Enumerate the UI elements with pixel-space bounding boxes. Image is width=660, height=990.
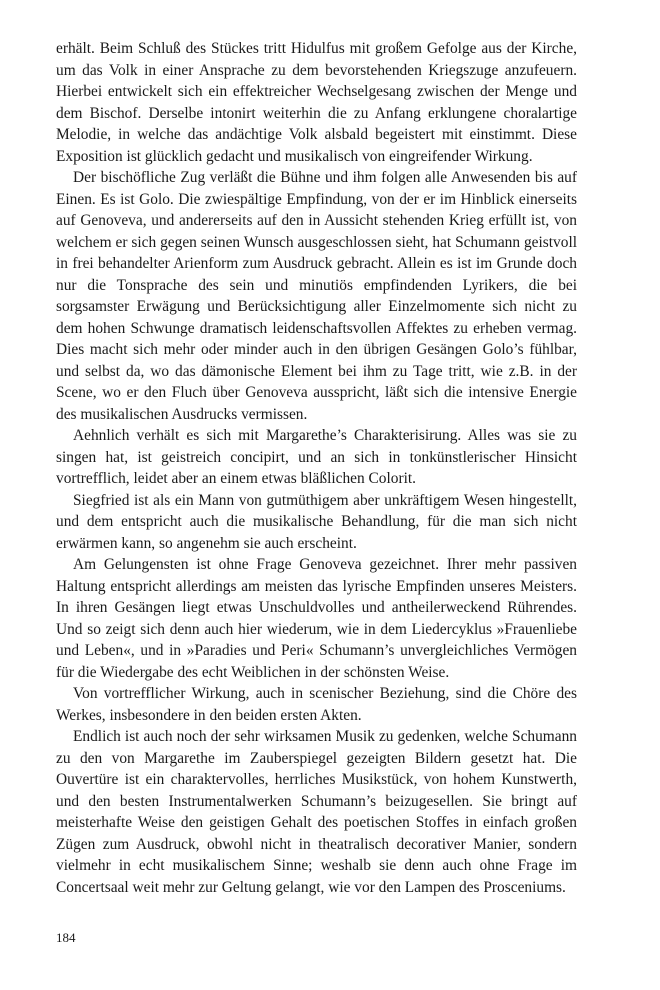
paragraph-6: Von vortrefflicher Wirkung, auch in scenischer Beziehung, sind die Chöre des Werkes, insbesondere in den beiden ersten Akten. xyxy=(56,685,577,724)
paragraph-7: Endlich ist auch noch der sehr wirksamen Musik zu gedenken, welche Schumann zu den von Margarethe im Zauberspiegel gezeigten Bildern gesetzt hat. Die Ouvertüre ist ein charaktervolles, herrliches Musikstück, von hohem Kunstwerth, und den besten Instrumentalwerken Schumann’s beizugesellen. Sie bringt auf meisterhafte Weise den geistigen Gehalt des poetischen Stoffes in einfach großen Zügen zum Ausdruck, obwohl nicht in theatralisch decorativer Manier, sondern vielmehr in echt musikalischem Sinne; weshalb sie denn auch ohne Frage im Concertsaal weit mehr zur Geltung gelangt, wie vor den Lampen des Prosceniums. xyxy=(56,728,577,896)
paragraph-3: Aehnlich verhält es sich mit Margarethe’s Charakterisirung. Alles was sie zu singen hat, ist geistreich concipirt, und an sich in tonkünstlerischer Hinsicht vortrefflich, leidet aber an einem etwas bläßlichen Colorit. xyxy=(56,427,577,487)
paragraph-5: Am Gelungensten ist ohne Frage Genoveva gezeichnet. Ihrer mehr passiven Haltung entspricht allerdings am meisten das lyrische Empfinden unseres Meisters. In ihren Gesängen liegt etwas Unschuldvolles und antheilerweckend Rührendes. Und so zeigt sich denn auch hier wiederum, wie in dem Liedercyklus »Frauenliebe und Leben«, und in »Paradies und Peri« Schumann’s unvergleichliches Vermögen für die Wiedergabe des echt Weiblichen in der schönsten Weise. xyxy=(56,556,577,681)
page-number: 184 xyxy=(56,930,76,945)
paragraph-1: erhält. Beim Schluß des Stückes tritt Hidulfus mit großem Gefolge aus der Kirche, um das Volk in einer Ansprache zu dem bevorstehenden Kriegszuge anzufeuern. Hierbei entwickelt sich ein effektreicher Wechselgesang zwischen der Menge und dem Bischof. Derselbe intonirt weiterhin die zu Anfang erklungene choralartige Melodie, in welche das andächtige Volk alsbald begeistert mit einstimmt. Diese Exposition ist glücklich gedacht und musikalisch von eingreifender Wirkung. xyxy=(56,40,577,165)
paragraph-4: Siegfried ist als ein Mann von gutmüthigem aber unkräftigem Wesen hingestellt, und dem entspricht auch die musikalische Behandlung, für die man sich nicht erwärmen kann, so angenehm sie auch erscheint. xyxy=(56,491,577,552)
paragraph-2: Der bischöfliche Zug verläßt die Bühne und ihm folgen alle Anwesenden bis auf Einen. Es ist Golo. Die zwiespältige Empfindung, von der er im Hinblick einerseits auf Genoveva, und andererseits auf den in Aussicht stehenden Krieg erfüllt ist, von welchem er sich gegen seinen Wunsch ausgeschlossen sieht, hat Schumann geistvoll in frei behandelter Arienform zum Ausdruck gebracht. Allein es ist im Grunde doch nur die Tonsprache des sein und minutiös empfindenden Lyrikers, die bei sorgsamster Erwägung und Berücksichtigung aller Einzelmomente sich nicht zu dem hohen Schwunge dramatisch leidenschaftsvollen Affektes zu erheben vermag. Dies macht sich mehr oder minder auch in den übrigen Gesängen Golo’s fühlbar, und selbst da, wo das dämonische Element bei ihm zu Tage tritt, wie z.B. in der Scene, wo er den Fluch über Genoveva ausspricht, läßt sich die intensive Energie des musikalischen Ausdrucks vermissen. xyxy=(56,169,577,423)
page-body xyxy=(56,38,577,898)
